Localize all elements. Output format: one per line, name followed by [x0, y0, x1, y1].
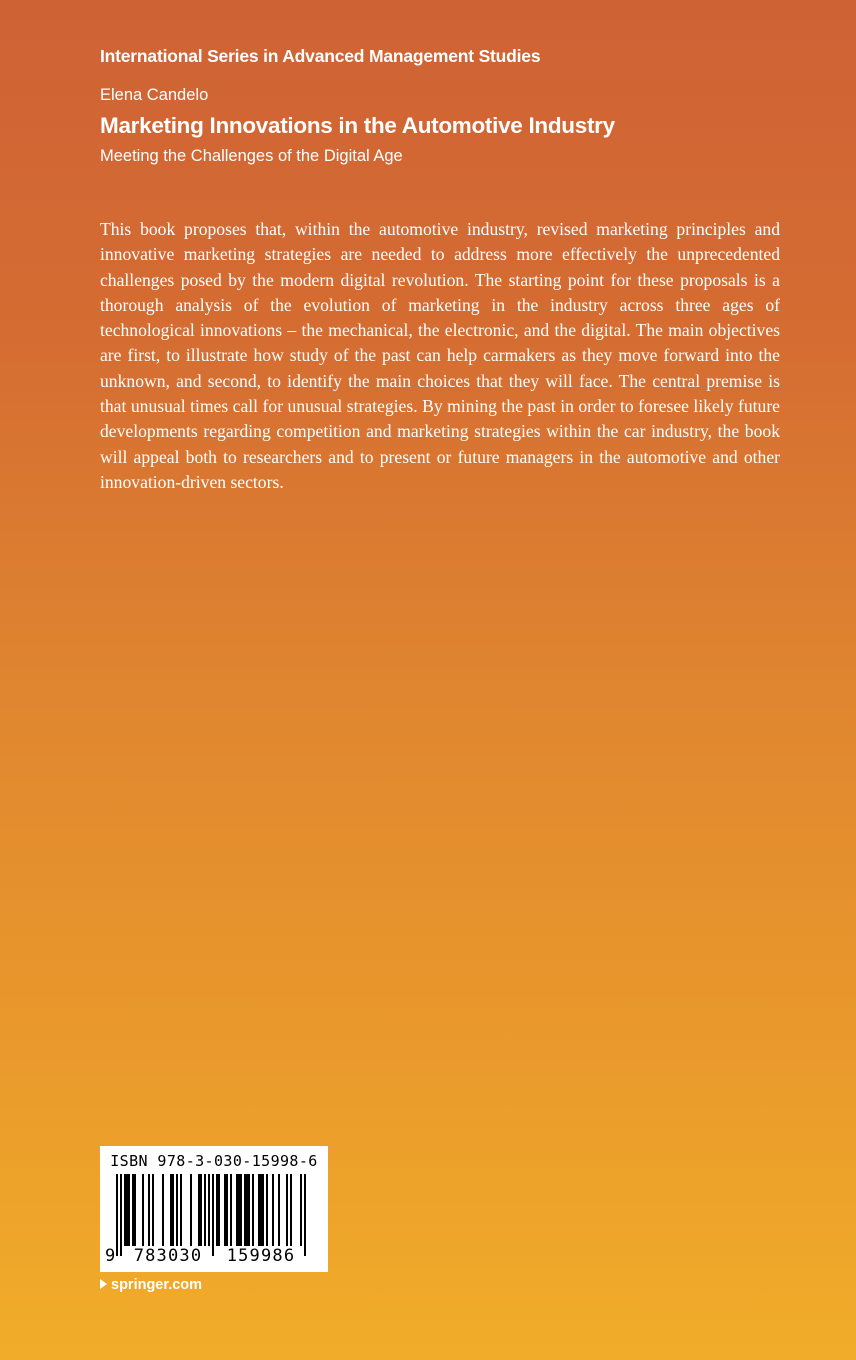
series-title: International Series in Advanced Management Studies [100, 46, 541, 66]
arrow-right-icon [100, 1279, 107, 1289]
barcode-bar [176, 1174, 178, 1246]
barcode-bar [252, 1174, 254, 1246]
barcode-bar [272, 1174, 274, 1246]
ean-first-digit: 9 [105, 1246, 116, 1266]
book-title: Marketing Innovations in the Automotive Industry [100, 113, 615, 138]
barcode-bar [198, 1174, 202, 1246]
barcode-guard-bar [300, 1174, 302, 1256]
barcode-bars [116, 1174, 306, 1256]
barcode-bar [132, 1174, 136, 1246]
barcode-bar [230, 1174, 232, 1246]
barcode-guard-bar [116, 1174, 118, 1256]
barcode-guard-bar [304, 1174, 306, 1256]
barcode-bar [152, 1174, 154, 1246]
ean-right-digits: 159986 [219, 1246, 303, 1266]
barcode-box [100, 1146, 328, 1272]
barcode-guard-bar [212, 1174, 214, 1256]
barcode-bar [286, 1174, 288, 1246]
barcode-bar [266, 1174, 268, 1246]
book-description: This book proposes that, within the automotive industry, revised marketing principles and innovative marketing strategies are needed to address more effectively the unprecedented challenges posed by the modern digital revolution. The starting point for these proposals is a thorough analysis of the evolution of marketing in the industry across three ages of technological innovations – the mechanical, the electronic, and the digital. The main objectives are first, to illustrate how study of the past can help carmakers as they move forward into the unknown, and second, to identify the main choices that they will face. The central premise is that unusual times call for unusual strategies. By mining the past in order to foresee likely future developments regarding competition and marketing strategies within the car industry, the book will appeal both to researchers and to present or future managers in the automotive and other innovation-driven sectors. [100, 219, 780, 492]
author-name: Elena Candelo [100, 86, 209, 104]
barcode-bar [142, 1174, 144, 1246]
publisher-link-text: springer.com [111, 1277, 203, 1293]
barcode-bar [170, 1174, 174, 1246]
isbn-label: ISBN 978-3-030-15998-6 [110, 1152, 318, 1170]
barcode-bar [244, 1174, 250, 1246]
barcode-bar [216, 1174, 220, 1246]
barcode-bar [204, 1174, 206, 1246]
barcode-bar [124, 1174, 130, 1246]
publisher-link[interactable] [100, 1277, 202, 1293]
barcode-bar [236, 1174, 242, 1246]
barcode-guard-bar [208, 1174, 210, 1256]
ean-left-digits: 783030 [126, 1246, 210, 1266]
barcode-bar [180, 1174, 182, 1246]
barcode-bar [278, 1174, 280, 1246]
book-subtitle: Meeting the Challenges of the Digital Age [100, 147, 403, 165]
barcode-bar [258, 1174, 264, 1246]
barcode-bar [162, 1174, 164, 1246]
barcode-bar [290, 1174, 292, 1246]
barcode-bar [148, 1174, 150, 1246]
barcode-bar [224, 1174, 228, 1246]
barcode-bar [190, 1174, 192, 1246]
barcode-guard-bar [120, 1174, 122, 1256]
